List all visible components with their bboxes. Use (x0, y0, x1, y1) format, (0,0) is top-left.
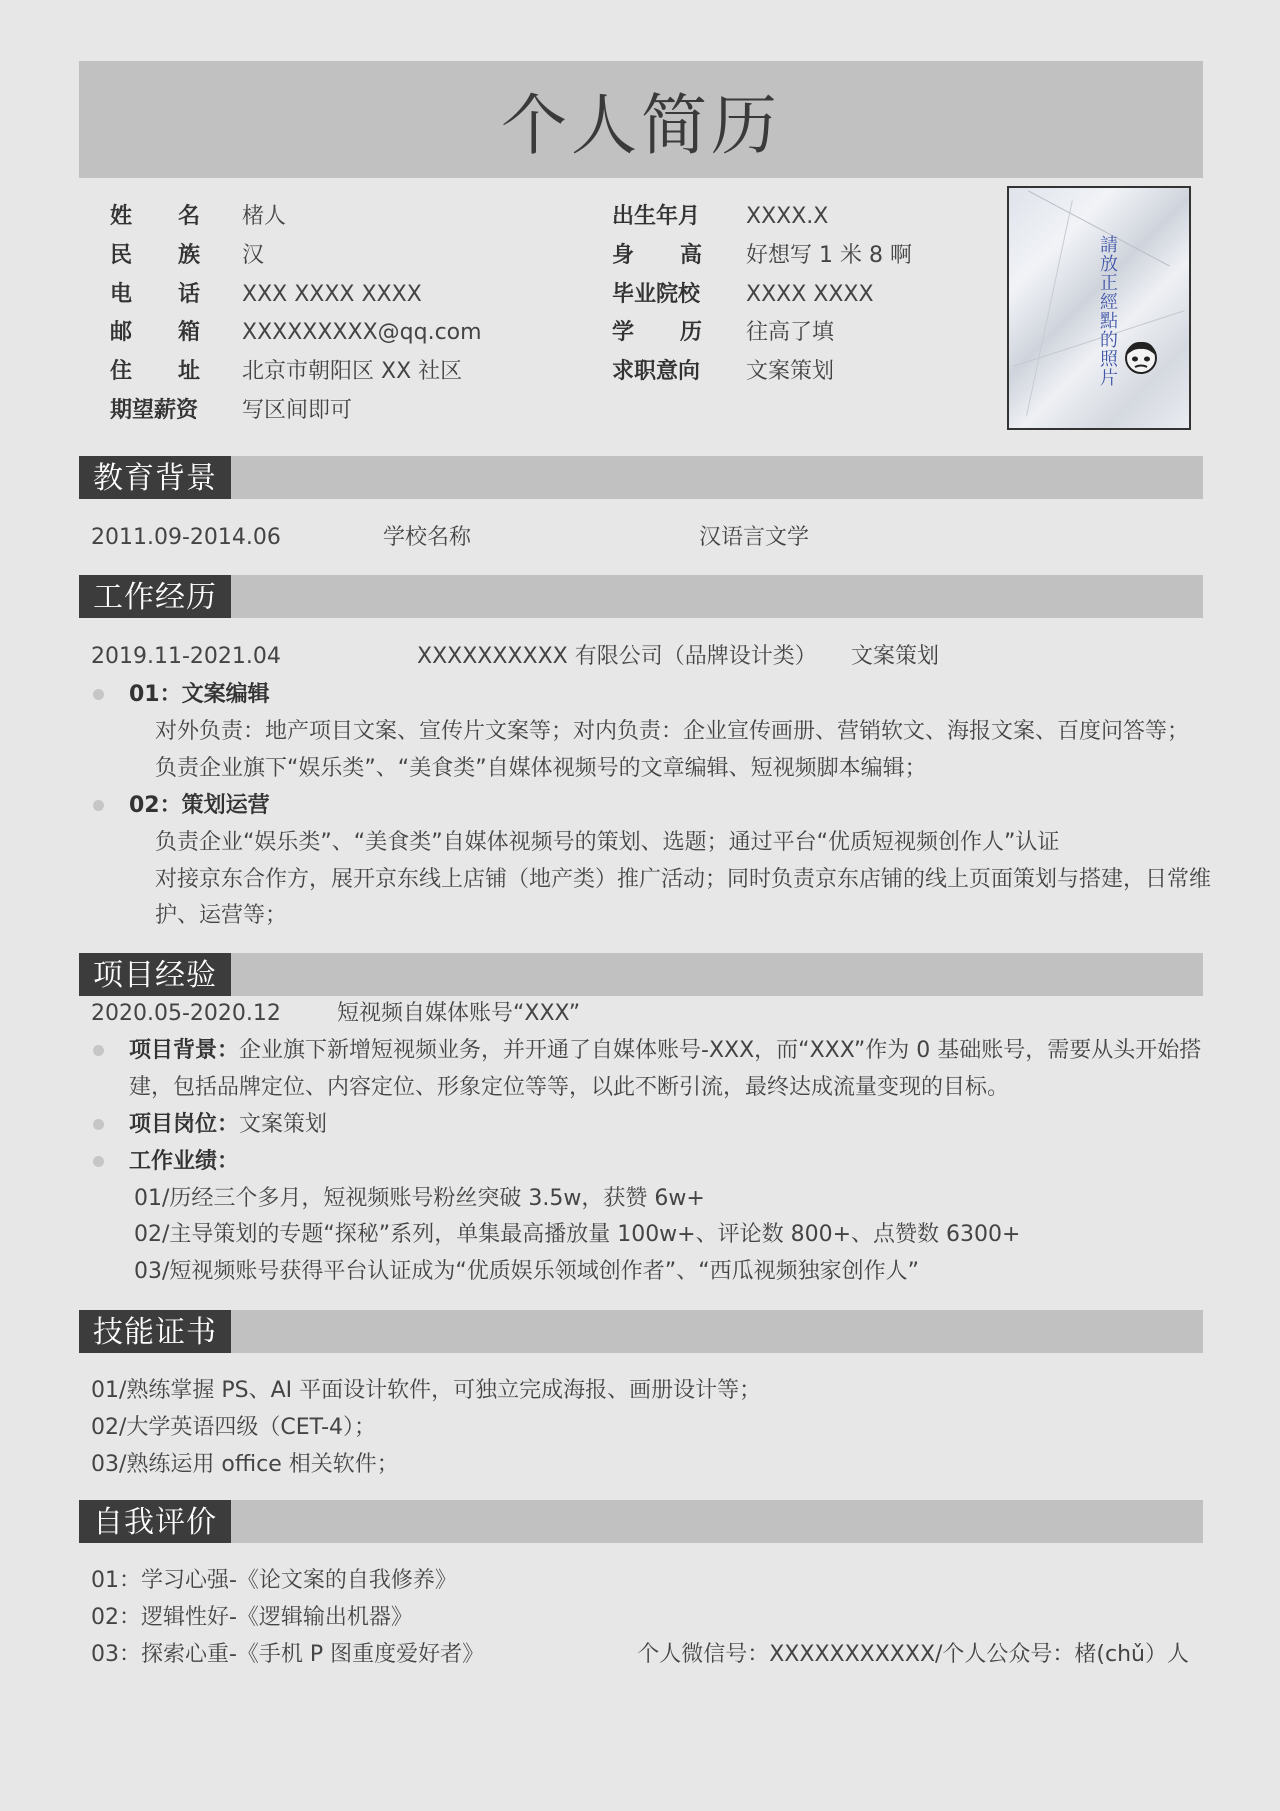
page-title: 个人简历 (501, 87, 781, 164)
info-label: 出生年月 (612, 204, 701, 229)
section-work (79, 575, 1203, 618)
section-title: 技能证书 (79, 1310, 231, 1353)
section-title: 项目经验 (79, 953, 231, 996)
project-role-label: 项目岗位： (129, 1112, 240, 1137)
title-bar (79, 61, 1203, 178)
bullet (93, 689, 104, 700)
info-label: 期望薪资 (110, 398, 199, 423)
work-item-line: 对外负责：地产项目文案、宣传片文案等；对内负责：企业宣传画册、营销软文、海报文案、百度问答等； (155, 719, 1190, 744)
work-period: 2019.11-2021.04 (91, 644, 281, 669)
project-background-line2: 建，包括品牌定位、内容定位、形象定位等等，以此不断引流，最终达成流量变现的目标。 (129, 1075, 1010, 1100)
info-label: 邮 箱 (110, 320, 200, 345)
info-label: 毕业院校 (612, 282, 701, 307)
self-eval-item: 03：探索心重-《手机 P 图重度爱好者》 (91, 1642, 485, 1667)
info-value: 写区间即可 (242, 398, 353, 423)
project-background (129, 1036, 1201, 1066)
info-value: 好想写 1 米 8 啊 (746, 243, 912, 268)
info-value: XXX XXXX XXXX (242, 282, 422, 307)
work-item-heading: 02：策划运营 (129, 793, 270, 818)
project-role-value: 文案策划 (239, 1112, 328, 1137)
info-label: 姓 名 (110, 204, 200, 229)
project-background-text: 企业旗下新增短视频业务，并开通了自媒体账号-XXX，而“XXX”作为 0 基础账号，需要从头开始搭 (239, 1038, 1202, 1063)
section-education (79, 456, 1203, 499)
project-result-item: 03/短视频账号获得平台认证成为“优质娱乐领域创作者”、“西瓜视频独家创作人” (134, 1259, 919, 1284)
info-label: 学 历 (612, 320, 702, 345)
section-skills (79, 1310, 1203, 1353)
project-background-label: 项目背景： (129, 1038, 240, 1063)
bullet (93, 800, 104, 811)
project-result-item: 02/主导策划的专题“探秘”系列，单集最高播放量 100w+、评论数 800+、点赞数 6300+ (134, 1222, 1021, 1247)
project-name: 短视频自媒体账号“XXX” (337, 1001, 581, 1026)
work-item-heading: 01：文案编辑 (129, 682, 270, 707)
section-project (79, 953, 1203, 996)
section-title: 工作经历 (79, 575, 231, 618)
work-item-line: 负责企业“娱乐类”、“美食类”自媒体视频号的策划、选题；通过平台“优质短视频创作人”认证 (155, 830, 1060, 855)
contact-info: 个人微信号：XXXXXXXXXXX/个人公众号：楮(chǔ）人 (637, 1642, 1189, 1667)
work-position: 文案策划 (851, 644, 940, 669)
self-eval-item: 01：学习心强-《论文案的自我修养》 (91, 1568, 457, 1593)
self-eval-item: 02：逻辑性好-《逻辑输出机器》 (91, 1605, 413, 1630)
skill-item: 01/熟练掌握 PS、AI 平面设计软件，可独立完成海报、画册设计等； (91, 1378, 762, 1403)
bullet (93, 1119, 104, 1130)
info-label: 身 高 (612, 243, 702, 268)
work-item-line: 对接京东合作方，展开京东线上店铺（地产类）推广活动；同时负责京东店铺的线上页面策划与搭建，日常维 (155, 867, 1212, 892)
project-role (129, 1110, 327, 1140)
work-item-line: 负责企业旗下“娱乐类”、“美食类”自媒体视频号的文章编辑、短视频脚本编辑； (155, 756, 927, 781)
project-period: 2020.05-2020.12 (91, 1001, 281, 1026)
meme-face-icon (1121, 336, 1161, 376)
project-results-label: 工作业绩： (129, 1149, 240, 1174)
education-school: 学校名称 (383, 525, 472, 550)
info-value: 文案策划 (746, 359, 835, 384)
info-value: XXXX XXXX (746, 282, 874, 307)
info-value: XXXX.X (746, 204, 829, 229)
bullet (93, 1156, 104, 1167)
section-self-evaluation (79, 1500, 1203, 1543)
info-label: 电 话 (110, 282, 200, 307)
info-value: XXXXXXXXX@qq.com (242, 320, 482, 345)
project-result-item: 01/历经三个多月，短视频账号粉丝突破 3.5w，获赞 6w+ (134, 1186, 705, 1211)
bullet (93, 1045, 104, 1056)
info-label: 住 址 (110, 359, 200, 384)
education-major: 汉语言文学 (699, 525, 810, 550)
info-value: 往高了填 (746, 320, 835, 345)
education-period: 2011.09-2014.06 (91, 525, 281, 550)
info-value: 汉 (242, 243, 265, 268)
info-value: 北京市朝阳区 XX 社区 (242, 359, 463, 384)
work-company: XXXXXXXXXX 有限公司（品牌设计类） (417, 644, 817, 669)
info-value: 楮人 (242, 204, 287, 229)
info-label: 民 族 (110, 243, 200, 268)
section-title: 教育背景 (79, 456, 231, 499)
skill-item: 03/熟练运用 office 相关软件； (91, 1452, 399, 1477)
section-title: 自我评价 (79, 1500, 231, 1543)
skill-item: 02/大学英语四级（CET-4）； (91, 1415, 377, 1440)
work-item-line: 护、运营等； (155, 903, 288, 928)
info-label: 求职意向 (612, 359, 701, 384)
profile-photo (1007, 186, 1191, 430)
photo-caption: 請放正經點的照片 (1100, 235, 1118, 389)
